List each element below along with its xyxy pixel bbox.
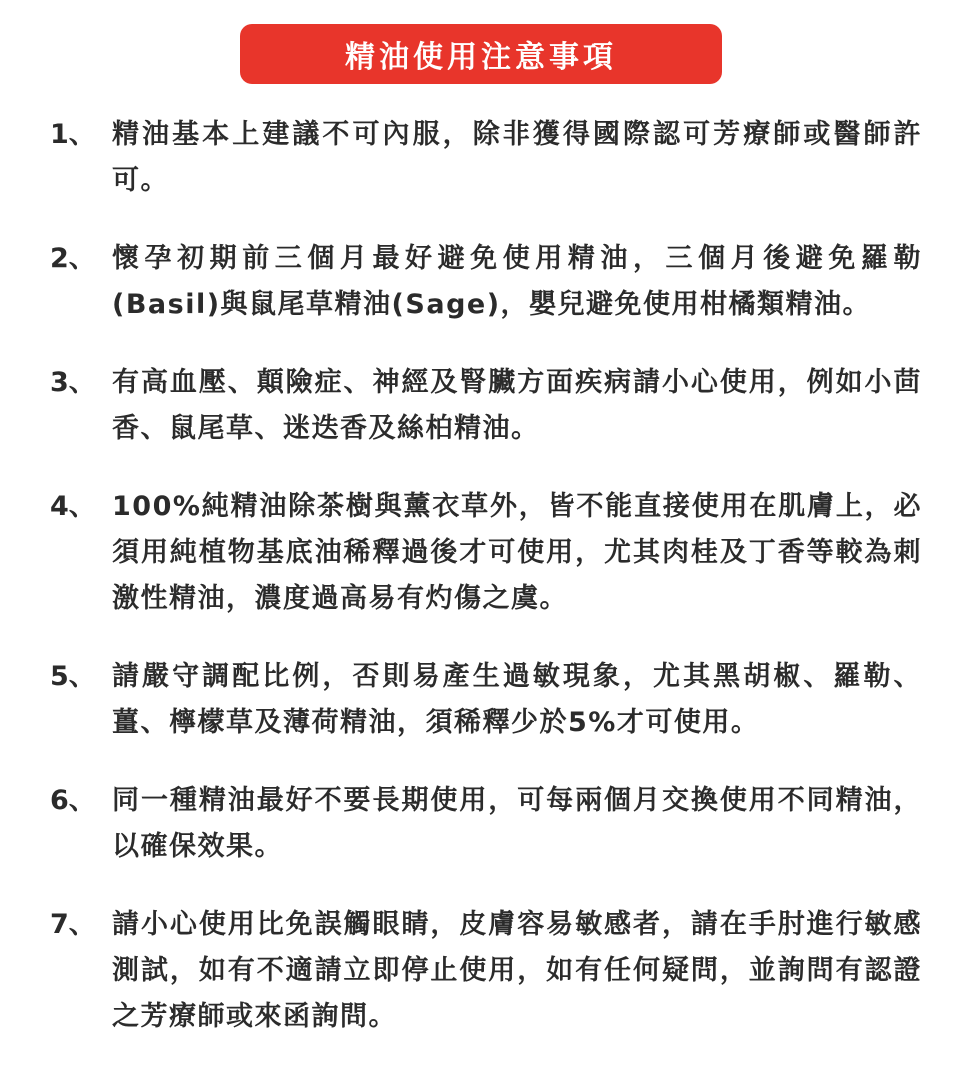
notice-item-7 — [50, 902, 922, 1040]
item-text: 100%純精油除茶樹與薰衣草外，皆不能直接使用在肌膚上，必須用純植物基底油稀釋過後才可使用，尤其肉桂及丁香等較為刺激性精油，濃度過高易有灼傷之虞。 — [112, 491, 922, 614]
notice-item-4 — [50, 484, 922, 622]
item-number: 5、 — [50, 661, 96, 692]
item-number: 6、 — [50, 785, 96, 816]
item-number: 2、 — [50, 243, 96, 274]
notice-item-5 — [50, 654, 922, 746]
item-text: 請小心使用比免誤觸眼睛，皮膚容易敏感者，請在手肘進行敏感測試，如有不適請立即停止使用，如有任何疑問，並詢問有認證之芳療師或來函詢問。 — [112, 909, 922, 1032]
notice-list — [50, 112, 922, 1072]
item-text: 同一種精油最好不要長期使用，可每兩個月交換使用不同精油，以確保效果。 — [112, 785, 922, 862]
item-number: 4、 — [50, 491, 96, 522]
notice-item-3 — [50, 360, 922, 452]
title-banner — [240, 24, 722, 84]
item-number: 3、 — [50, 367, 96, 398]
notice-item-1 — [50, 112, 922, 204]
notice-item-6 — [50, 778, 922, 870]
item-number: 1、 — [50, 119, 96, 150]
page-title: 精油使用注意事項 — [345, 40, 617, 75]
notice-item-2 — [50, 236, 922, 328]
item-text: 有高血壓、顛險症、神經及腎臟方面疾病請小心使用，例如小茴香、鼠尾草、迷迭香及絲柏精油。 — [112, 367, 922, 444]
item-text: 請嚴守調配比例，否則易產生過敏現象，尤其黑胡椒、羅勒、薑、檸檬草及薄荷精油，須稀釋少於5%才可使用。 — [112, 661, 922, 738]
item-text: 懷孕初期前三個月最好避免使用精油，三個月後避免羅勒(Basil)與鼠尾草精油(Sage)，嬰兒避免使用柑橘類精油。 — [112, 243, 922, 320]
item-number: 7、 — [50, 909, 96, 940]
item-text: 精油基本上建議不可內服，除非獲得國際認可芳療師或醫師許可。 — [112, 119, 922, 196]
